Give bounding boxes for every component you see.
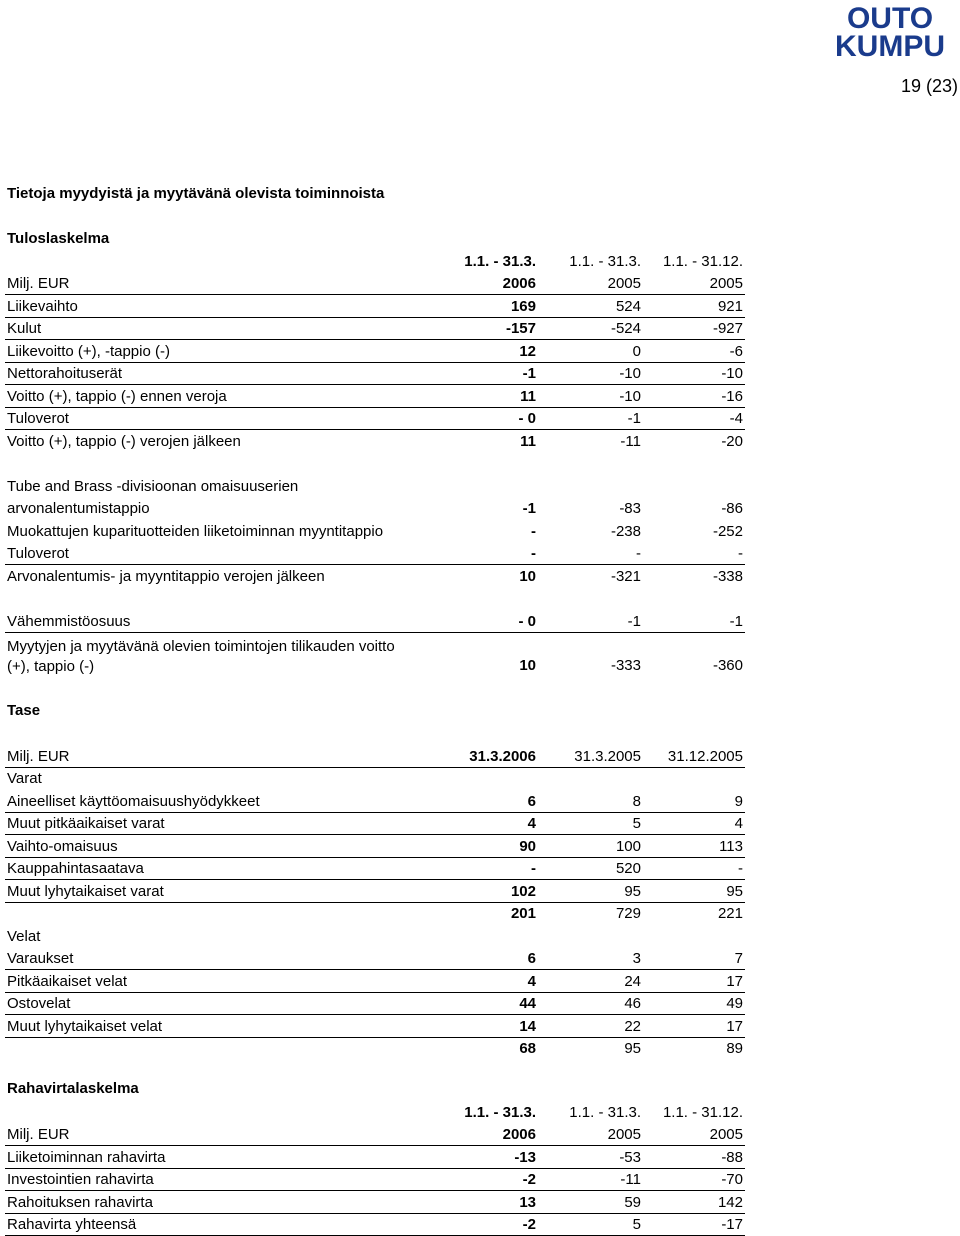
- section-heading-balance: Tase: [7, 702, 41, 719]
- value-cell: 13: [519, 1194, 536, 1211]
- value-cell: 0: [632, 343, 641, 360]
- liabilities-total-row: [5, 1037, 745, 1059]
- row-label: Voitto (+), tappio (-) verojen jälkeen: [7, 433, 241, 450]
- value-cell: -: [531, 860, 536, 877]
- unit-label: Milj. EUR: [7, 275, 70, 292]
- row-label: Liiketoiminnan rahavirta: [7, 1149, 166, 1166]
- table-row: [5, 790, 745, 813]
- table-row: [5, 385, 745, 408]
- value-cell: 90: [519, 838, 536, 855]
- svg-text:KUMPU: KUMPU: [835, 30, 945, 58]
- table-row: [5, 1191, 745, 1214]
- value-cell: -83: [619, 500, 641, 517]
- value-cell: -11: [620, 1171, 641, 1188]
- value-cell: 102: [510, 883, 536, 900]
- value-cell: 8: [632, 793, 641, 810]
- row-label: Pitkäaikaiset velat: [7, 973, 128, 990]
- row-label: Vaihto-omaisuus: [7, 838, 118, 855]
- value-cell: -: [738, 860, 743, 877]
- table-row: [5, 295, 745, 318]
- value-cell: -17: [721, 1216, 743, 1233]
- table-row: [5, 542, 745, 565]
- row-label: Tube and Brass -divisioonan omaisuuserien: [7, 478, 299, 495]
- income-header-row: [5, 272, 745, 295]
- value-cell: -: [636, 545, 641, 562]
- date-col-3: 31.12.2005: [667, 748, 743, 765]
- value-cell: -1: [627, 410, 641, 427]
- row-label: Aineelliset käyttöomaisuushyödykkeet: [7, 793, 260, 810]
- table-row: [5, 634, 745, 676]
- year-col-2: 2005: [607, 275, 641, 292]
- table-row: [5, 1213, 745, 1236]
- value-cell: 59: [624, 1194, 641, 1211]
- value-cell: 10: [519, 657, 536, 674]
- value-cell: -: [738, 545, 743, 562]
- page-number: 19 (23): [900, 76, 958, 96]
- value-cell: -16: [721, 388, 743, 405]
- value-cell: 22: [624, 1018, 641, 1035]
- value-cell: -: [531, 545, 536, 562]
- value-cell: -333: [610, 657, 641, 674]
- table-row: [5, 970, 745, 993]
- value-cell: 24: [624, 973, 641, 990]
- row-label: Muokattujen kuparituotteiden liiketoiminnan myyntitappio: [7, 523, 384, 540]
- svg-text:OUTO: OUTO: [846, 2, 934, 35]
- value-cell: 3: [632, 950, 641, 967]
- table-row: [5, 857, 745, 880]
- table-row: [5, 475, 745, 497]
- value-cell: -6: [729, 343, 743, 360]
- value-cell: -11: [620, 433, 641, 450]
- table-row: [5, 565, 745, 587]
- row-label: Nettorahoituserät: [7, 365, 123, 382]
- cashflow-header-row: [5, 1123, 745, 1146]
- period-col-3: 1.1. - 31.12.: [662, 253, 743, 270]
- row-label: Velat: [7, 928, 41, 945]
- value-cell: -927: [712, 320, 743, 337]
- value-cell: 729: [615, 905, 641, 922]
- value-cell: -338: [712, 568, 743, 585]
- value-cell: -2: [522, 1171, 536, 1188]
- value-cell: -360: [712, 657, 743, 674]
- row-label: Vähemmistöosuus: [7, 613, 131, 630]
- row-label: Ostovelat: [7, 995, 71, 1012]
- value-cell: -4: [729, 410, 743, 427]
- table-row: [5, 835, 745, 858]
- value-cell: -: [531, 523, 536, 540]
- value-cell: 100: [615, 838, 641, 855]
- table-row: [5, 317, 745, 340]
- value-cell: 6: [527, 793, 536, 810]
- value-cell: -1: [522, 365, 536, 382]
- table-row: [5, 992, 745, 1015]
- value-cell: 201: [510, 905, 536, 922]
- value-cell: 14: [519, 1018, 536, 1035]
- page-title: Tietoja myydyistä ja myytävänä olevista toiminnoista: [7, 185, 385, 202]
- value-cell: 169: [510, 298, 536, 315]
- value-cell: -524: [610, 320, 641, 337]
- value-cell: -252: [712, 523, 743, 540]
- row-label: Investointien rahavirta: [7, 1171, 154, 1188]
- balance-header-row: [5, 745, 745, 768]
- outokumpu-logo: [822, 2, 958, 58]
- table-row: [5, 340, 745, 363]
- period-col-2: 1.1. - 31.3.: [569, 253, 641, 270]
- value-cell: -1: [627, 613, 641, 630]
- value-cell: 4: [734, 815, 743, 832]
- table-row: [5, 767, 745, 789]
- value-cell: - 0: [518, 410, 536, 427]
- value-cell: -10: [619, 365, 641, 382]
- value-cell: -86: [721, 500, 743, 517]
- row-label: Kauppahintasaatava: [7, 860, 144, 877]
- value-cell: -1: [522, 500, 536, 517]
- value-cell: -10: [721, 365, 743, 382]
- unit-label: Milj. EUR: [7, 1126, 70, 1143]
- value-cell: 89: [726, 1040, 743, 1057]
- value-cell: 921: [717, 298, 743, 315]
- value-cell: - 0: [518, 613, 536, 630]
- value-cell: 49: [726, 995, 743, 1012]
- row-label: Liikevoitto (+), -tappio (-): [7, 343, 170, 360]
- value-cell: 6: [527, 950, 536, 967]
- row-label: Muut pitkäaikaiset varat: [7, 815, 165, 832]
- table-row: [5, 520, 745, 542]
- row-label: Arvonalentumis- ja myyntitappio verojen jälkeen: [7, 568, 325, 585]
- table-row: [5, 362, 745, 385]
- row-label: Liikevaihto: [7, 298, 78, 315]
- row-label: Kulut: [7, 320, 42, 337]
- row-label: Rahoituksen rahavirta: [7, 1194, 153, 1211]
- table-row: [5, 407, 745, 430]
- value-cell: 95: [624, 883, 641, 900]
- value-cell: 4: [527, 973, 536, 990]
- period-col-1: 1.1. - 31.3.: [464, 253, 536, 270]
- value-cell: -70: [721, 1171, 743, 1188]
- value-cell: -238: [610, 523, 641, 540]
- value-cell: 46: [624, 995, 641, 1012]
- value-cell: 524: [615, 298, 641, 315]
- value-cell: 12: [519, 343, 536, 360]
- value-cell: 142: [717, 1194, 743, 1211]
- value-cell: 44: [519, 995, 536, 1012]
- row-label: arvonalentumistappio: [7, 500, 150, 517]
- value-cell: 5: [632, 1216, 641, 1233]
- row-label: Myytyjen ja myytävänä olevien toimintojen tilikauden voitto (+), tappio (-): [7, 638, 395, 675]
- section-heading-cashflow: Rahavirtalaskelma: [7, 1080, 139, 1097]
- table-row: [5, 610, 745, 633]
- value-cell: -13: [514, 1149, 536, 1166]
- table-row: [5, 1168, 745, 1191]
- value-cell: -157: [505, 320, 536, 337]
- value-cell: 11: [520, 433, 536, 450]
- value-cell: 5: [632, 815, 641, 832]
- value-cell: 11: [520, 388, 536, 405]
- table-row: [5, 1146, 745, 1169]
- value-cell: -20: [721, 433, 743, 450]
- year-col-3: 2005: [709, 275, 743, 292]
- period-col-2: 1.1. - 31.3.: [569, 1104, 641, 1121]
- table-row: [5, 812, 745, 835]
- row-label: Rahavirta yhteensä: [7, 1216, 137, 1233]
- value-cell: -88: [721, 1149, 743, 1166]
- value-cell: 9: [734, 793, 743, 810]
- row-label: Tuloverot: [7, 545, 69, 562]
- value-cell: 113: [719, 838, 743, 855]
- table-row: [5, 880, 745, 903]
- value-cell: 17: [726, 973, 743, 990]
- income-period-row: [5, 250, 745, 272]
- row-label: Varat: [7, 770, 42, 787]
- row-label: Muut lyhytaikaiset velat: [7, 1018, 163, 1035]
- value-cell: 10: [519, 568, 536, 585]
- row-label: Muut lyhytaikaiset varat: [7, 883, 164, 900]
- cashflow-period-row: [5, 1101, 745, 1123]
- value-cell: 95: [726, 883, 743, 900]
- value-cell: 520: [615, 860, 641, 877]
- value-cell: -1: [729, 613, 743, 630]
- value-cell: 7: [734, 950, 743, 967]
- year-col-3: 2005: [709, 1126, 743, 1143]
- assets-total-row: [5, 902, 745, 924]
- value-cell: -2: [522, 1216, 536, 1233]
- year-col-1: 2006: [502, 275, 536, 292]
- row-label: Varaukset: [7, 950, 74, 967]
- year-col-2: 2005: [607, 1126, 641, 1143]
- period-col-1: 1.1. - 31.3.: [464, 1104, 536, 1121]
- row-label: Tuloverot: [7, 410, 69, 427]
- value-cell: 4: [527, 815, 536, 832]
- period-col-3: 1.1. - 31.12.: [662, 1104, 743, 1121]
- value-cell: -321: [610, 568, 641, 585]
- value-cell: 221: [717, 905, 743, 922]
- table-row: [5, 925, 745, 947]
- row-label: Voitto (+), tappio (-) ennen veroja: [7, 388, 227, 405]
- value-cell: -10: [619, 388, 641, 405]
- date-col-2: 31.3.2005: [574, 748, 641, 765]
- value-cell: 17: [726, 1018, 743, 1035]
- section-heading-income: Tuloslaskelma: [7, 230, 110, 247]
- unit-label: Milj. EUR: [7, 748, 70, 765]
- value-cell: -53: [619, 1149, 641, 1166]
- year-col-1: 2006: [502, 1126, 536, 1143]
- date-col-1: 31.3.2006: [469, 748, 536, 765]
- table-row: [5, 1015, 745, 1038]
- value-cell: 68: [519, 1040, 536, 1057]
- value-cell: 95: [624, 1040, 641, 1057]
- table-row: [5, 497, 745, 519]
- table-row: [5, 430, 745, 452]
- table-row: [5, 947, 745, 970]
